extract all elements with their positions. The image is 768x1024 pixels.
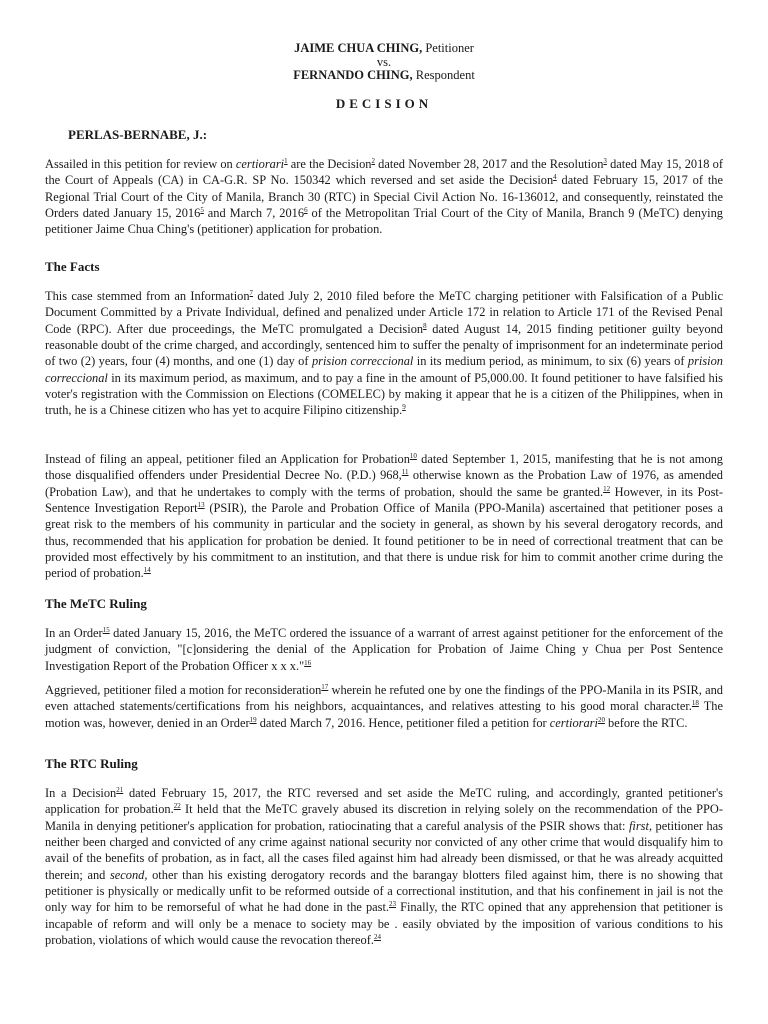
paragraph-5 xyxy=(45,682,723,731)
footnote-ref[interactable]: 9 xyxy=(402,403,406,412)
text-run: dated May 15, 2018 of the Court of Appeals (CA) in CA-G.R. SP No. 150342 which reversed and set aside the Decision xyxy=(45,157,723,188)
text-run-italic: prision correccional xyxy=(45,354,724,385)
footnote-ref[interactable]: 4 xyxy=(553,173,557,182)
text-run-italic: prision correccional xyxy=(311,354,414,369)
text-run: Aggrieved, petitioner filed a motion for reconsideration xyxy=(45,683,322,697)
text-run: Finally, the RTC opined that any apprehension that petitioner is incapable of reform and will only be a menace to society may be . easily obviated by the imposition of various conditions to his probation, violations of which would cause the revocation thereof. xyxy=(45,900,723,948)
footnote-ref[interactable]: 1 xyxy=(284,156,288,165)
paragraph-2 xyxy=(45,288,723,419)
petitioner-name: JAIME CHUA CHING, xyxy=(294,41,423,55)
footnote-ref[interactable]: 10 xyxy=(409,451,417,460)
text-run: dated November 28, 2017 and the Resolution xyxy=(374,157,604,171)
text-run: It held that the MeTC gravely abused its discretion in relying solely on the recommendation of the PPO-Manila in denying petitioner's application for probation, ratiocinating that a careful analysis of the PSIR shows that: xyxy=(45,802,724,833)
text-run: Instead of filing an appeal, petitioner filed an Application for Probation xyxy=(45,452,410,466)
footnote-ref[interactable]: 3 xyxy=(603,156,607,165)
footnote-ref[interactable]: 12 xyxy=(603,484,611,493)
footnote-ref[interactable]: 14 xyxy=(143,566,151,575)
paragraph-1 xyxy=(45,156,723,238)
text-run-italic: certiorari xyxy=(235,157,285,171)
footnote-ref[interactable]: 5 xyxy=(200,205,204,214)
paragraph-3 xyxy=(45,451,723,582)
text-run: dated July 2, 2010 filed before the MeTC charging petitioner with Falsification of a Public Document Committed by a Private Individual, defined and penalized under Article 172 in relation to Article 171 of the Revised Penal Code (RPC). After due proceedings, the MeTC promulgated a Decision xyxy=(45,289,723,336)
decision-title: DECISION xyxy=(335,96,433,111)
text-run: In an Order xyxy=(45,626,103,640)
heading-rtc-ruling: The RTC Ruling xyxy=(45,756,138,771)
respondent-role: Respondent xyxy=(412,68,475,82)
ponente: PERLAS-BERNABE, J.: xyxy=(68,127,208,142)
text-run: , other than his existing derogatory records and the barangay blotters filed against him, there is no showing that petitioner is physically or medically unfit to be reformed outside of a correctional institution, and that his confinement in jail is not the only way for him to be remorseful of what he had done in the past. xyxy=(45,867,723,915)
paragraph-4 xyxy=(45,625,723,674)
text-run: dated March 7, 2016. Hence, petitioner filed a petition for xyxy=(256,715,550,730)
text-run: before the RTC. xyxy=(604,715,688,730)
footnote-ref[interactable]: 16 xyxy=(304,658,312,667)
footnote-ref[interactable]: 22 xyxy=(173,802,181,811)
footnote-ref[interactable]: 19 xyxy=(249,715,257,724)
footnote-ref[interactable]: 11 xyxy=(401,468,409,477)
footnote-ref[interactable]: 2 xyxy=(371,156,375,165)
text-run: In a Decision xyxy=(45,786,117,800)
text-run-italic: first xyxy=(628,818,649,833)
footnote-ref[interactable]: 7 xyxy=(249,288,254,297)
text-run: This case stemmed from an Information xyxy=(45,289,250,303)
text-run: in its medium period, as minimum, to six (6) years of xyxy=(413,354,688,369)
text-run: otherwise known as the Probation Law of 1976, as amended (Probation Law), and that he undertakes to comply with the terms of probation, should the same be granted. xyxy=(45,468,724,499)
footnote-ref[interactable]: 6 xyxy=(304,205,308,214)
text-run: are the Decision xyxy=(287,157,372,171)
footnote-ref[interactable]: 21 xyxy=(116,785,124,794)
text-run: in its maximum period, as maximum, and to pay a fine in the amount of P5,000.00. It found petitioner to have falsified his voter's registration with the Commission on Elections (COMELEC) by making it appear that he is a citizen of the Philippines, when in truth, he is a Chinese citizen who has yet to acquire Filipino citizenship. xyxy=(45,370,723,418)
text-run: dated February 15, 2017 of the Regional Trial Court of the City of Manila, Branch 30 (RTC) in Special Civil Action No. 16-136012, and consequently, reinstated the Orders dated January 15, 2016 xyxy=(45,173,723,221)
footnote-ref[interactable]: 20 xyxy=(597,715,605,724)
heading-facts: The Facts xyxy=(45,259,100,274)
text-run: Assailed in this petition for review on xyxy=(45,157,236,171)
text-run: dated August 14, 2015 finding petitioner guilty beyond reasonable doubt of the crime charged, and accordingly, sentenced him to suffer the penalty of imprisonment for an indeterminate period of two (2) years, four (4) months, and one (1) day of xyxy=(45,321,723,369)
text-run: dated September 1, 2015, manifesting that he is not among those disqualified offenders under Presidential Decree No. (P.D.) 968, xyxy=(45,452,723,483)
text-run: dated February 15, 2017, the RTC reversed and set aside the MeTC ruling, and accordingly, granted petitioner's application for probation. xyxy=(45,786,723,817)
text-run: The motion was, however, denied in an Order xyxy=(45,699,724,730)
text-run-italic: second xyxy=(109,867,145,882)
text-run: However, in its Post-Sentence Investigation Report xyxy=(45,484,723,516)
footnote-ref[interactable]: 24 xyxy=(373,932,381,941)
petitioner-role: Petitioner xyxy=(422,41,474,55)
text-run: of the Metropolitan Trial Court of the City of Manila, Branch 9 (MeTC) denying petitioner Jaime Chua Ching's (petitioner) application for probation. xyxy=(45,206,723,237)
respondent-name: FERNANDO CHING, xyxy=(293,68,413,82)
footnote-ref[interactable]: 8 xyxy=(423,321,427,330)
text-run: wherein he refuted one by one the findings of the PPO-Manila in its PSIR, and even attached statements/certifications from his neighbors, acquaintances, and relatives attesting to his good moral character. xyxy=(45,683,723,714)
footnote-ref[interactable]: 15 xyxy=(102,625,110,634)
footnote-ref[interactable]: 13 xyxy=(197,500,205,509)
footnote-ref[interactable]: 23 xyxy=(389,900,397,909)
footnote-ref[interactable]: 18 xyxy=(691,699,699,708)
text-run: (PSIR), the Parole and Probation Office of Manila (PPO-Manila) ascertained that petitioner poses a great risk to the members of his community in particular and the society in general, as shown by his several derogatory records, and thus, recommended that his application for probation be denied. It found petitioner to be in need of correctional treatment that can be provided most effectively by his commitment to an institution, and that there is undue risk for him to commit another crime during the period of probation. xyxy=(45,501,723,581)
caption-vs: vs. xyxy=(376,55,392,69)
caption-petitioner xyxy=(0,41,768,56)
paragraph-6 xyxy=(45,785,723,948)
heading-metc-ruling: The MeTC Ruling xyxy=(45,596,147,611)
text-run: , petitioner has neither been charged and convicted of any crime against national security nor convicted of any other crime that would disqualify him to avail of the benefits of probation, as in fact, all the cases filed against him had already been dismissed, or that he was already acquitted therein; and xyxy=(45,818,723,882)
text-run: dated January 15, 2016, the MeTC ordered the issuance of a warrant of arrest against petitioner for the enforcement of the judgment of conviction, "[c]onsidering the denial of the Application for Probation of Jaime Ching y Chua per Post Sentence Investigation Report of the Probation Officer x x x." xyxy=(45,626,723,673)
footnote-ref[interactable]: 17 xyxy=(321,682,329,691)
text-run-italic: certiorari xyxy=(549,715,598,730)
caption-respondent xyxy=(0,68,768,83)
text-run: and March 7, 2016 xyxy=(203,206,305,221)
